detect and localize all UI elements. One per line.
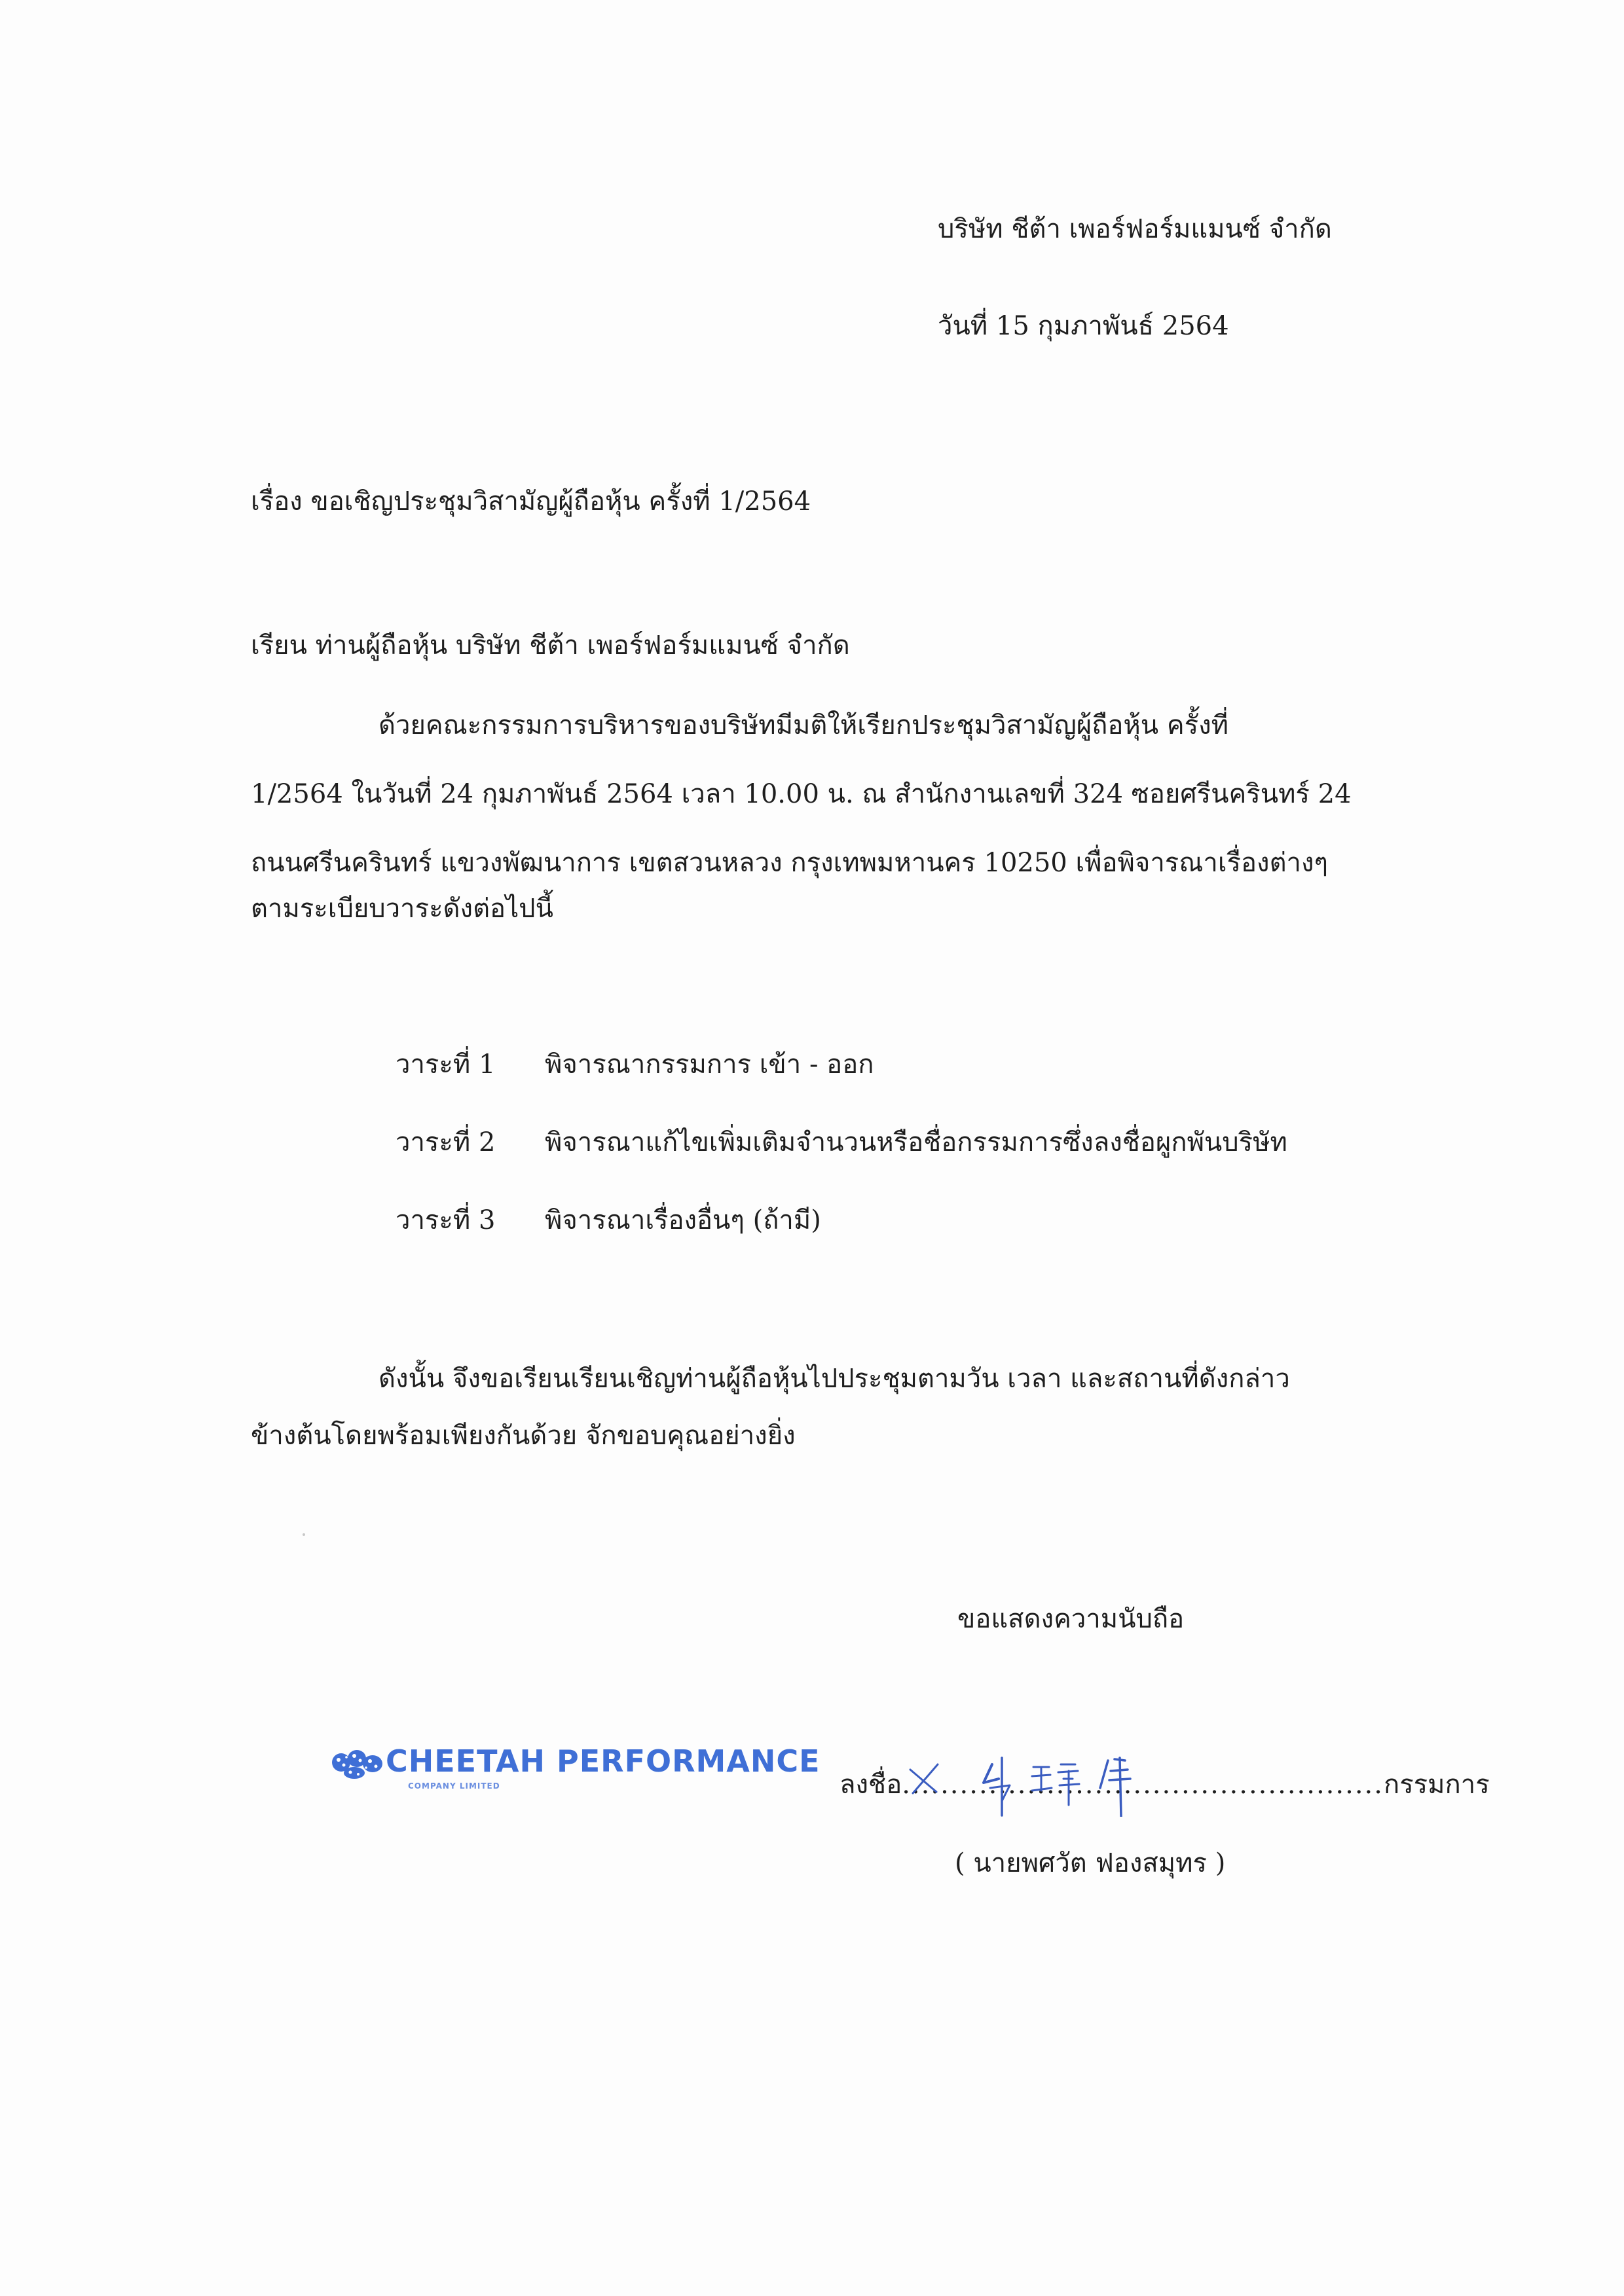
agenda-label: วาระที่ 1 [396,1049,496,1080]
cheetah-logo-icon [331,1743,384,1782]
stamp-company-name: CHEETAH PERFORMANCE [386,1743,821,1779]
letter-date: วันที่ 15 กุมภาพันธ์ 2564 [938,311,1229,341]
signer-name: ( นายพศวัต ฟองสมุทร ) [955,1848,1226,1878]
body-para2-line2: ข้างต้นโดยพร้อมเพียงกันด้วย จักขอบคุณอย่างยิ่ง [251,1421,796,1451]
body-para1-line3: ถนนศรีนครินทร์ แขวงพัฒนาการ เขตสวนหลวง กรุงเทพมหานคร 10250 เพื่อพิจารณาเรื่องต่างๆ [251,848,1329,878]
stamp-company-sub: COMPANY LIMITED [408,1781,500,1791]
closing-phrase: ขอแสดงความนับถือ [957,1604,1185,1634]
agenda-item [396,1046,874,1083]
agenda-label: วาระที่ 3 [396,1205,496,1235]
company-header: บริษัท ชีต้า เพอร์ฟอร์มแมนซ์ จำกัด [938,214,1332,244]
body-para1-line2: 1/2564 ในวันที่ 24 กุมภาพันธ์ 2564 เวลา 10.00 น. ณ สำนักงานเลขที่ 324 ซอยศรีนครินทร์ 24 [251,779,1352,809]
signature-dots: .................................................. [902,1770,1384,1800]
body-para1-line1: ด้วยคณะกรรมการบริหารของบริษัทมีมติให้เรียกประชุมวิสามัญผู้ถือหุ้น ครั้งที่ [378,710,1228,740]
agenda-text: พิจารณากรรมการ เข้า - ออก [545,1049,874,1080]
company-stamp [331,1741,821,1807]
agenda-label: วาระที่ 2 [396,1127,496,1157]
agenda-text: พิจารณาเรื่องอื่นๆ (ถ้ามี) [545,1205,821,1235]
body-para2-line1: ดังนั้น จึงขอเรียนเรียนเชิญท่านผู้ถือหุ้นไปประชุมตามวัน เวลา และสถานที่ดังกล่าว [378,1364,1290,1394]
agenda-item [396,1124,1287,1161]
signer-role: กรรมการ [1383,1770,1490,1800]
sign-label: ลงชื่อ [840,1770,902,1800]
handwritten-signature [904,1745,1159,1817]
scan-speck [303,1533,305,1536]
body-para1-line4: ตามระเบียบวาระดังต่อไปนี้ [251,894,553,924]
letter-subject: เรื่อง ขอเชิญประชุมวิสามัญผู้ถือหุ้น ครั้งที่ 1/2564 [251,486,811,517]
agenda-item [396,1202,821,1239]
letter-recipient: เรียน ท่านผู้ถือหุ้น บริษัท ชีต้า เพอร์ฟอร์มแมนซ์ จำกัด [251,630,850,661]
agenda-text: พิจารณาแก้ไขเพิ่มเติมจำนวนหรือชื่อกรรมการซึ่งลงชื่อผูกพันบริษัท [545,1127,1287,1157]
